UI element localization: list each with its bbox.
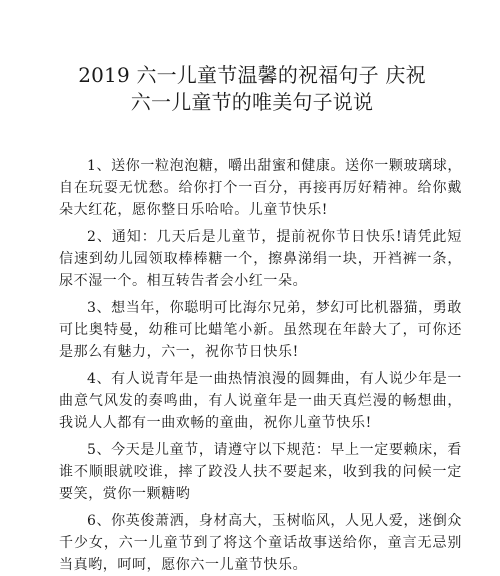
paragraph-4: 4、有人说青年是一曲热情浪漫的圆舞曲，有人说少年是一曲意气风发的奏鸣曲，有人说童年是一曲天真烂漫的畅想曲，我说人人都有一曲欢畅的童曲，祝你儿童节快乐! xyxy=(59,371,462,431)
paragraph-6: 6、你英俊萧洒，身材高大，玉树临风，人见人爱，迷倒众千少女，六一儿童节到了将这个童话故事送给你，童言无忌别当真哟，呵呵，愿你六一儿童节快乐。 xyxy=(59,513,462,573)
paragraph-3: 3、想当年，你聪明可比海尔兄弟，梦幻可比机器猫，勇敢可比奥特曼，幼稚可比蜡笔小新。虽然现在年龄大了，可你还是那么有魅力，六一，祝你节日快乐! xyxy=(59,300,462,360)
paragraph-1: 1、送你一粒泡泡糖，嚼出甜蜜和健康。送你一颗玻璃球，自在玩耍无忧愁。给你打个一百分，再接再厉好精神。给你戴朵大红花，愿你整日乐哈哈。儿童节快乐! xyxy=(59,158,462,218)
article-body xyxy=(59,155,462,576)
paragraph-2: 2、通知：几天后是儿童节，提前祝你节日快乐!请凭此短信速到幼儿园领取棒棒糖一个，擦鼻涕绢一块，开裆裤一条，尿不湿一个。相互转告者会小红一朵。 xyxy=(59,229,462,289)
article-title: 2019 六一儿童节温馨的祝福句子 庆祝六一儿童节的唯美句子说说 xyxy=(78,63,426,114)
paragraph-5: 5、今天是儿童节，请遵守以下规范：早上一定要赖床，看谁不顺眼就咬谁，摔了跤没人扶不要起来，收到我的问候一定要笑，赏你一颗糖哟 xyxy=(59,442,462,502)
